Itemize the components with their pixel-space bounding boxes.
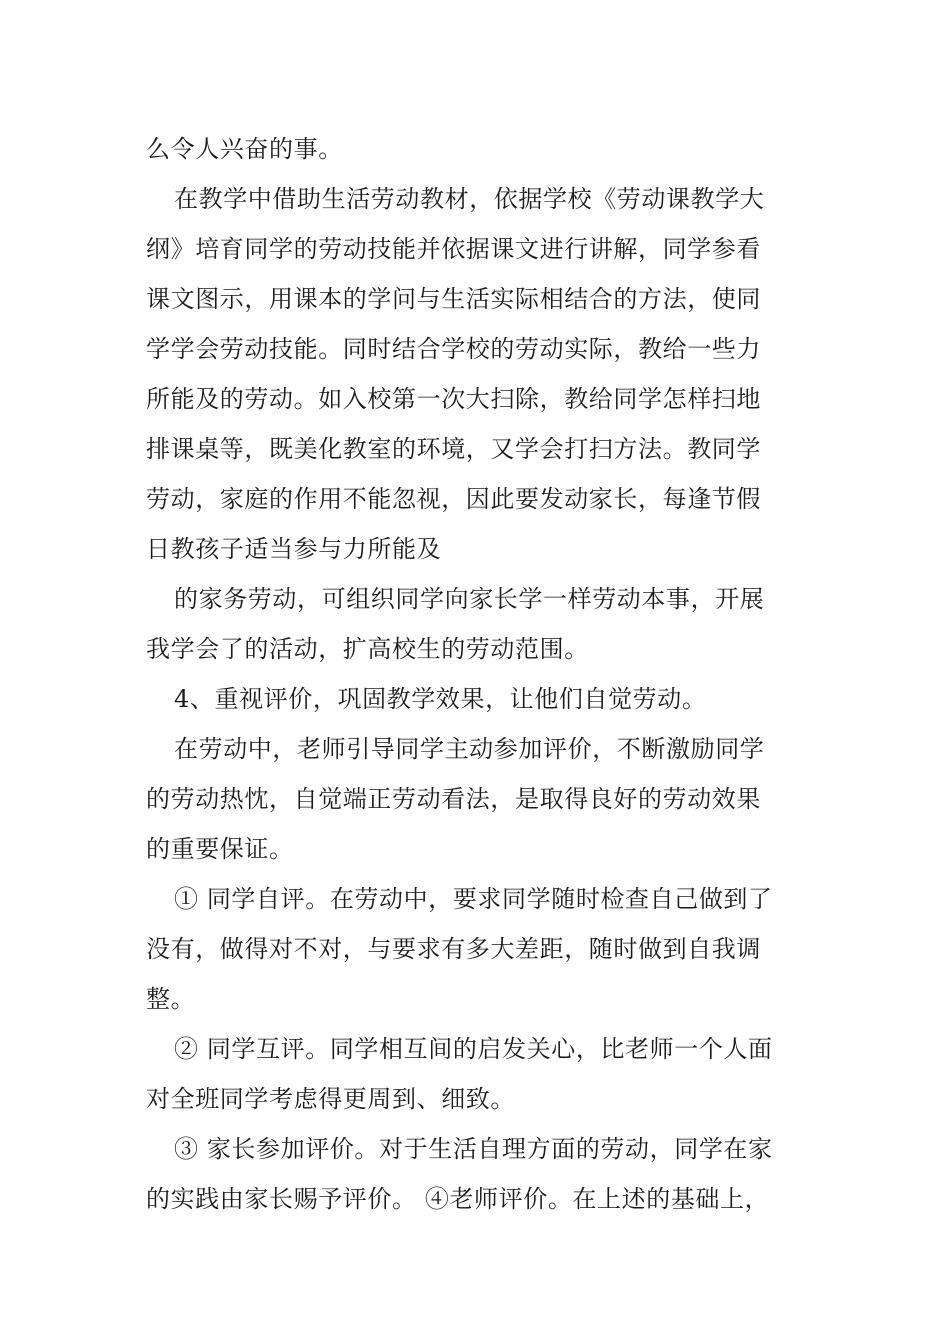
paragraph-line: 在劳动中，老师引导同学主动参加评价，不断激励同学 xyxy=(174,735,765,763)
paragraph-line: 在教学中借助生活劳动教材，依据学校《劳动课教学大 xyxy=(174,185,765,213)
body-text xyxy=(146,124,806,1224)
paragraph-line: 纲》培育同学的劳动技能并依据课文进行讲解，同学参看 xyxy=(146,235,761,263)
list-item-line: ② 同学互评。同学相互间的启发关心，比老师一个人面 xyxy=(174,1035,773,1063)
list-item-line: ③ 家长参加评价。对于生活自理方面的劳动，同学在家 xyxy=(174,1135,773,1163)
list-item-line: 对全班同学考虑得更周到、细致。 xyxy=(146,1085,515,1113)
list-item-line: ① 同学自评。在劳动中，要求同学随时检查自己做到了 xyxy=(174,885,773,913)
paragraph-line: 么令人兴奋的事。 xyxy=(146,135,343,163)
paragraph-line: 我学会了的活动，扩高校生的劳动范围。 xyxy=(146,635,589,663)
list-item-line: 整。 xyxy=(146,985,196,1013)
paragraph-line: 的重要保证。 xyxy=(146,835,294,863)
list-item-line: 的实践由家长赐予评价。 ④老师评价。在上述的基础上， xyxy=(146,1185,770,1213)
paragraph-line: 所能及的劳动。如入校第一次大扫除，教给同学怎样扫地 xyxy=(146,385,761,413)
paragraph-line: 排课桌等，既美化教室的环境，又学会打扫方法。教同学 xyxy=(146,435,761,463)
paragraph-line: 劳动，家庭的作用不能忽视，因此要发动家长，每逢节假 xyxy=(146,485,761,513)
paragraph-line: 学学会劳动技能。同时结合学校的劳动实际，教给一些力 xyxy=(146,335,761,363)
paragraph-line: 课文图示，用课本的学问与生活实际相结合的方法，使同 xyxy=(146,285,761,313)
paragraph-line: 的劳动热忱，自觉端正劳动看法，是取得良好的劳动效果 xyxy=(146,785,761,813)
list-item-line: 没有，做得对不对，与要求有多大差距，随时做到自我调 xyxy=(146,935,761,963)
section-heading: 4、重视评价，巩固教学效果，让他们自觉劳动。 xyxy=(174,685,707,713)
paragraph-line: 日教孩子适当参与力所能及 xyxy=(146,535,442,563)
paragraph-line: 的家务劳动，可组织同学向家长学一样劳动本事，开展 xyxy=(174,585,765,613)
